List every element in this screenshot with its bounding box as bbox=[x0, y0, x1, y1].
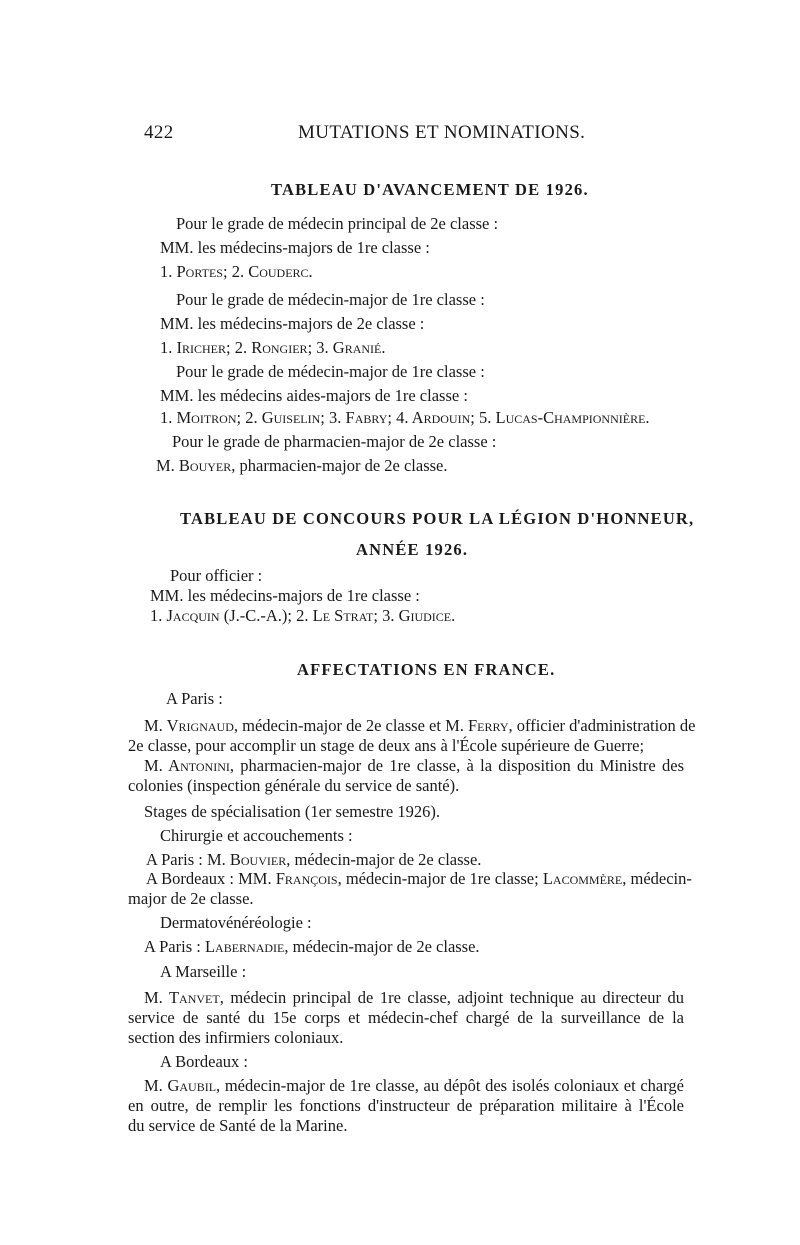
intro-principal-2e: MM. les médecins-majors de 1re classe : bbox=[160, 238, 430, 257]
chirurgie-paris: A Paris : M. Bouvier, médecin-major de 2e classe. bbox=[146, 850, 482, 869]
heading-major-1re-b: Pour le grade de médecin-major de 1re classe : bbox=[176, 362, 485, 381]
bordeaux-heading: A Bordeaux : bbox=[160, 1052, 248, 1071]
name-entry: 3. Granié bbox=[316, 338, 382, 357]
section-title-avancement: TABLEAU D'AVANCEMENT DE 1926. bbox=[271, 180, 589, 199]
bordeaux-para-line1: M. Gaubil, médecin-major de 1re classe, au dépôt des isolés coloniaux et chargé bbox=[144, 1076, 685, 1095]
dermato-paris: A Paris : Labernadie, médecin-major de 2e classe. bbox=[144, 937, 480, 956]
name-entry: 1. Portes bbox=[160, 262, 223, 281]
paris-para2-line1: M. Antonini, pharmacien-major de 1re classe, à la disposition du Ministre des bbox=[144, 756, 684, 775]
name-entry: M. Bouyer bbox=[156, 456, 232, 475]
bordeaux-para-line3: du service de Santé de la Marine. bbox=[128, 1116, 348, 1135]
dermato-heading: Dermatovénéréologie : bbox=[160, 913, 312, 932]
running-title: MUTATIONS ET NOMINATIONS. bbox=[298, 122, 586, 143]
chirurgie-heading: Chirurgie et accouchements : bbox=[160, 826, 353, 845]
heading-major-1re-a: Pour le grade de médecin-major de 1re classe : bbox=[176, 290, 485, 309]
pharmacien-entry: M. Bouyer, pharmacien-major de 2e classe. bbox=[156, 456, 448, 475]
section-subtitle-concours: ANNÉE 1926. bbox=[356, 540, 469, 559]
heading-pharmacien-2e: Pour le grade de pharmacien-major de 2e classe : bbox=[172, 432, 497, 451]
name-entry: 5. Lucas-Championnière bbox=[478, 408, 646, 427]
name-entry: 1. Jacquin (J.-C.-A.) bbox=[150, 606, 288, 625]
name-entry: 3. Giudice bbox=[382, 606, 452, 625]
chirurgie-bordeaux-line2: major de 2e classe. bbox=[128, 889, 254, 908]
bordeaux-para-line2: en outre, de remplir les fonctions d'instructeur de préparation militaire à l'École bbox=[128, 1096, 684, 1115]
stages-heading: Stages de spécialisation (1er semestre 1926). bbox=[144, 802, 440, 821]
paris-para1-line1: M. Vrignaud, médecin-major de 2e classe et M. Ferry, officier d'administration de bbox=[144, 716, 696, 735]
name-entry: 4. Ardouin bbox=[396, 408, 471, 427]
names-major-1re-b: 1. Moitron; 2. Guiselin; 3. Fabry; 4. Ardouin; 5. Lucas-Championnière. bbox=[160, 408, 650, 427]
marseille-para-line1: M. Tanvet, médecin principal de 1re classe, adjoint technique au directeur du bbox=[144, 988, 684, 1007]
name-entry: 2. Rongier bbox=[234, 338, 308, 357]
page-number: 422 bbox=[144, 122, 174, 143]
chirurgie-bordeaux-line1: A Bordeaux : MM. François, médecin-major de 1re classe; Lacommère, médecin- bbox=[146, 869, 692, 888]
heading-officier: Pour officier : bbox=[170, 566, 263, 585]
names-officier: 1. Jacquin (J.-C.-A.); 2. Le Strat; 3. Giudice. bbox=[150, 606, 456, 625]
names-major-1re-a: 1. Iricher; 2. Rongier; 3. Granié. bbox=[160, 338, 386, 357]
section-title-affectations: AFFECTATIONS EN FRANCE. bbox=[297, 660, 556, 679]
marseille-heading: A Marseille : bbox=[160, 962, 247, 981]
marseille-para-line3: section des infirmiers coloniaux. bbox=[128, 1028, 344, 1047]
names-principal-2e: 1. Portes; 2. Couderc. bbox=[160, 262, 313, 281]
paris-para1-line2: 2e classe, pour accomplir un stage de deux ans à l'École supérieure de Guerre; bbox=[128, 736, 645, 755]
name-entry: 2. Guiselin bbox=[245, 408, 321, 427]
heading-principal-2e: Pour le grade de médecin principal de 2e classe : bbox=[176, 214, 499, 233]
marseille-para-line2: service de santé du 15e corps et médecin-chef chargé de la surveillance de la bbox=[128, 1008, 684, 1027]
heading-paris: A Paris : bbox=[166, 689, 223, 708]
paris-para2-line2: colonies (inspection générale du service de santé). bbox=[128, 776, 460, 795]
intro-major-1re-a: MM. les médecins-majors de 2e classe : bbox=[160, 314, 425, 333]
section-title-concours: TABLEAU DE CONCOURS POUR LA LÉGION D'HONNEUR, bbox=[180, 509, 695, 528]
name-entry: 2. Le Strat bbox=[296, 606, 374, 625]
name-entry: 1. Moitron bbox=[160, 408, 237, 427]
name-entry: 2. Couderc bbox=[231, 262, 309, 281]
name-entry: 3. Fabry bbox=[329, 408, 388, 427]
name-entry: 1. Iricher bbox=[160, 338, 226, 357]
intro-major-1re-b: MM. les médecins aides-majors de 1re classe : bbox=[160, 386, 468, 405]
intro-officier: MM. les médecins-majors de 1re classe : bbox=[150, 586, 420, 605]
